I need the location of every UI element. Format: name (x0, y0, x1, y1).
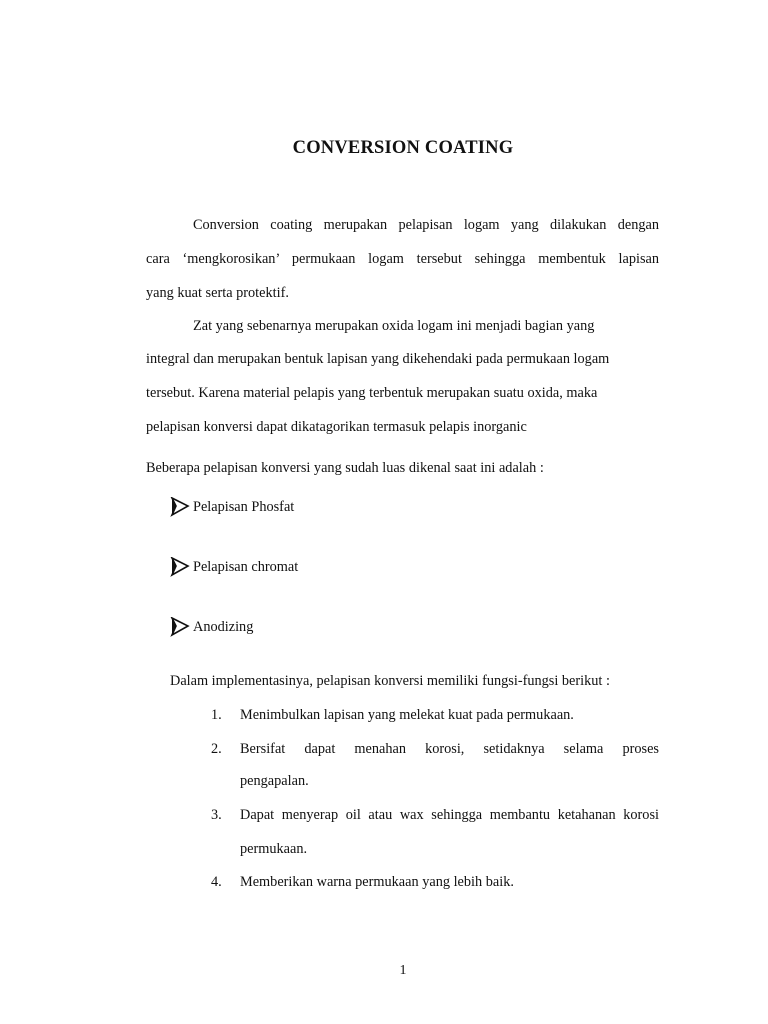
list-item-text: Bersifat dapat menahan korosi, setidaknya selama proses (240, 741, 659, 757)
paragraph-1-line-3: yang kuat serta protektif. (146, 285, 289, 301)
paragraph-1-line-1: Conversion coating merupakan pelapisan logam yang dilakukan dengan (193, 217, 659, 233)
bullet-label: Pelapisan chromat (193, 559, 299, 575)
list-item-text: Dapat menyerap oil atau wax sehingga membantu ketahanan korosi (240, 807, 659, 823)
bullet-item (170, 497, 320, 519)
list-number: 1. (211, 707, 222, 723)
list-number: 2. (211, 741, 222, 757)
paragraph-2-line-4: pelapisan konversi dapat dikatagorikan termasuk pelapis inorganic (146, 419, 527, 435)
page-number: 1 (399, 963, 407, 978)
page-title: CONVERSION COATING (292, 138, 514, 158)
paragraph-1-line-2: cara ‘mengkorosikan’ permukaan logam tersebut sehingga membentuk lapisan (146, 251, 659, 267)
list-item-text-continued: permukaan. (240, 841, 308, 857)
paragraph-2-line-1: Zat yang sebenarnya merupakan oxida logam ini menjadi bagian yang (193, 318, 595, 334)
bullet-label: Anodizing (193, 619, 254, 635)
paragraph-2-line-3: tersebut. Karena material pelapis yang terbentuk merupakan suatu oxida, maka (146, 385, 598, 401)
bullet-item (170, 617, 320, 639)
list-intro: Beberapa pelapisan konversi yang sudah luas dikenal saat ini adalah : (146, 460, 544, 476)
list-item-text: Menimbulkan lapisan yang melekat kuat pada permukaan. (240, 707, 574, 723)
list-item-text: Memberikan warna permukaan yang lebih baik. (240, 874, 514, 890)
list-number: 3. (211, 807, 222, 823)
list-number: 4. (211, 874, 222, 890)
bullet-label: Pelapisan Phosfat (193, 499, 295, 515)
functions-intro: Dalam implementasinya, pelapisan konversi memiliki fungsi-fungsi berikut : (170, 673, 610, 689)
bullet-item (170, 557, 320, 579)
arrow-bullet-icon (170, 497, 190, 517)
list-item-text-continued: pengapalan. (240, 773, 309, 789)
arrow-bullet-icon (170, 557, 190, 577)
paragraph-2-line-2: integral dan merupakan bentuk lapisan yang dikehendaki pada permukaan logam (146, 351, 610, 367)
arrow-bullet-icon (170, 617, 190, 637)
